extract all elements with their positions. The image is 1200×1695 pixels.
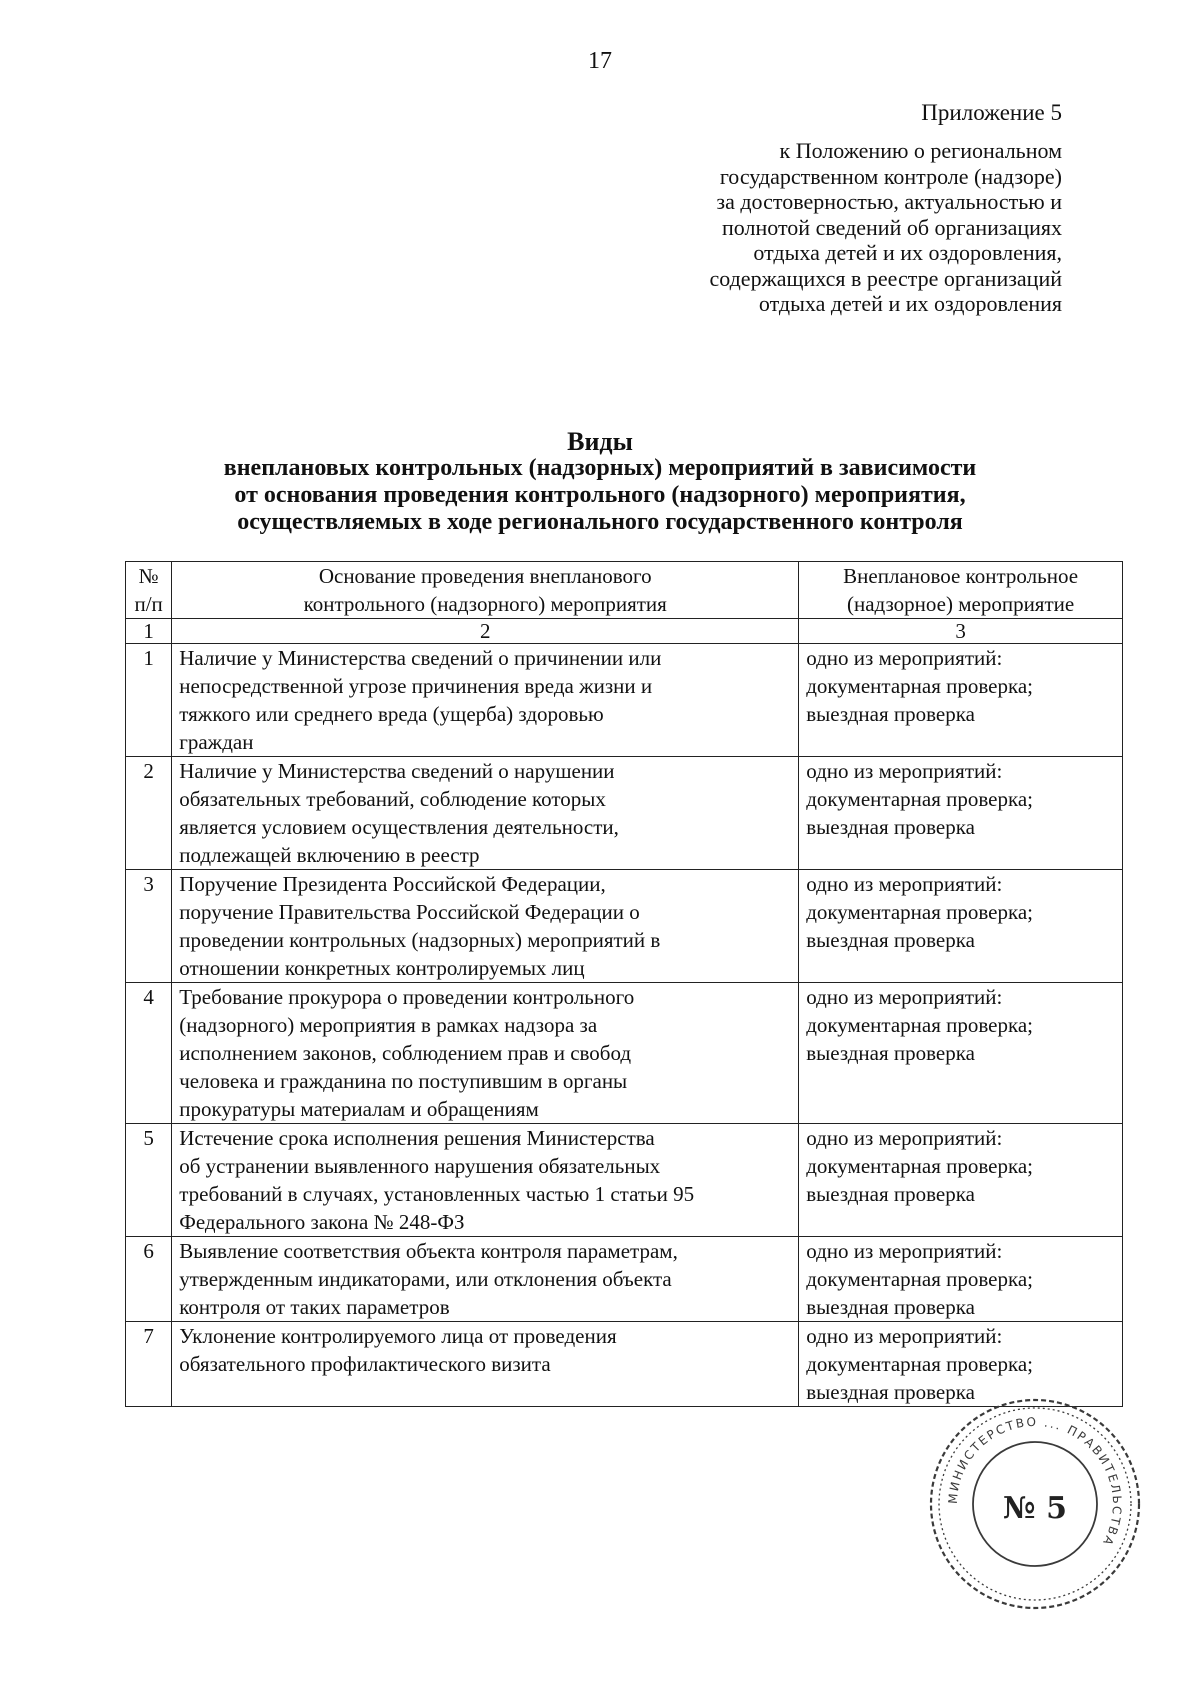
row-basis-line: граждан <box>179 730 254 754</box>
document-title-line: внеплановых контрольных (надзорных) мероприятий в зависимости <box>223 455 977 481</box>
row-basis-line: Поручение Президента Российской Федерации, <box>179 872 606 896</box>
header-basis <box>172 562 799 619</box>
row-action-line: документарная проверка; <box>806 900 1033 924</box>
row-number: 5 <box>126 1124 172 1237</box>
row-basis-line: исполнением законов, соблюдением прав и свобод <box>179 1041 632 1065</box>
table-row <box>126 1124 1123 1237</box>
appendix-reference-line: отдыха детей и их оздоровления <box>758 291 1062 316</box>
row-action-line: одно из мероприятий: <box>806 1126 1003 1150</box>
header-number <box>126 562 172 619</box>
appendix-reference <box>542 138 1062 317</box>
table-row <box>126 983 1123 1124</box>
table-header-row <box>126 562 1123 619</box>
measures-table <box>125 561 1123 1407</box>
appendix-label: Приложение 5 <box>921 100 1062 125</box>
row-basis-line: непосредственной угрозе причинения вреда жизни и <box>179 674 653 698</box>
row-action-line: одно из мероприятий: <box>806 1239 1003 1263</box>
appendix-reference-line: полнотой сведений об организациях <box>722 214 1062 240</box>
row-action-line: документарная проверка; <box>806 1267 1033 1291</box>
row-basis-line: Уклонение контролируемого лица от проведения <box>179 1324 617 1348</box>
row-basis-line: отношении конкретных контролируемых лиц <box>179 956 585 980</box>
appendix-reference-line: к Положению о региональном <box>779 138 1062 163</box>
row-basis <box>172 1237 799 1322</box>
row-basis-line: требований в случаях, установленных частью 1 статьи 95 <box>179 1182 695 1206</box>
row-basis-line: поручение Правительства Российской Федерации о <box>179 900 640 924</box>
row-action <box>799 870 1123 983</box>
row-action <box>799 757 1123 870</box>
row-action-line: документарная проверка; <box>806 1352 1033 1376</box>
table-row <box>126 870 1123 983</box>
appendix-reference-line: содержащихся в реестре организаций <box>709 265 1062 291</box>
row-basis <box>172 870 799 983</box>
row-basis <box>172 644 799 757</box>
row-number: 1 <box>126 644 172 757</box>
row-basis-line: об устранении выявленного нарушения обязательных <box>179 1154 661 1178</box>
row-number: 6 <box>126 1237 172 1322</box>
row-action-line: одно из мероприятий: <box>806 985 1003 1009</box>
column-numbers-row <box>126 619 1123 644</box>
column-number: 3 <box>799 619 1123 644</box>
column-number: 1 <box>126 619 172 644</box>
row-basis-line: обязательного профилактического визита <box>179 1352 551 1376</box>
document-title-line: от основания проведения контрольного (надзорного) мероприятия, <box>234 482 966 508</box>
appendix-reference-line: государственном контроле (надзоре) <box>719 163 1062 189</box>
row-basis-line: обязательных требований, соблюдение которых <box>179 787 606 811</box>
header-action-line: Внеплановое контрольное <box>843 564 1079 588</box>
row-action-line: выездная проверка <box>806 928 975 952</box>
row-action-line: документарная проверка; <box>806 1154 1033 1178</box>
row-action-line: выездная проверка <box>806 815 975 839</box>
row-action-line: одно из мероприятий: <box>806 872 1003 896</box>
row-action-line: одно из мероприятий: <box>806 759 1003 783</box>
row-basis <box>172 1124 799 1237</box>
row-basis-line: Наличие у Министерства сведений о причинении или <box>179 646 662 670</box>
stamp-ring-text: МИНИСТЕРСТВО ... ПРАВИТЕЛЬСТВА <box>945 1414 1125 1550</box>
page-number: 17 <box>588 48 612 74</box>
row-action <box>799 983 1123 1124</box>
row-action <box>799 644 1123 757</box>
row-action-line: выездная проверка <box>806 1380 975 1404</box>
row-number: 3 <box>126 870 172 983</box>
row-basis-line: Требование прокурора о проведении контрольного <box>179 985 635 1009</box>
table-row <box>126 1237 1123 1322</box>
row-basis-line: прокуратуры материалам и обращениям <box>179 1097 539 1121</box>
row-basis <box>172 757 799 870</box>
row-number: 4 <box>126 983 172 1124</box>
header-basis-line: контрольного (надзорного) мероприятия <box>303 592 667 616</box>
row-number: 7 <box>126 1322 172 1407</box>
row-basis <box>172 1322 799 1407</box>
row-action-line: выездная проверка <box>806 702 975 726</box>
table-row <box>126 644 1123 757</box>
row-basis-line: утвержденным индикаторами, или отклонения объекта <box>179 1267 672 1291</box>
row-action-line: одно из мероприятий: <box>806 646 1003 670</box>
row-action <box>799 1124 1123 1237</box>
row-basis-line: проведении контрольных (надзорных) мероприятий в <box>179 928 661 952</box>
document-title-line: Виды <box>567 427 633 456</box>
header-basis-line: Основание проведения внепланового <box>318 564 652 588</box>
row-action-line: выездная проверка <box>806 1295 975 1319</box>
column-number: 2 <box>172 619 799 644</box>
official-stamp <box>925 1392 1145 1617</box>
header-action <box>799 562 1123 619</box>
row-action-line: одно из мероприятий: <box>806 1324 1003 1348</box>
table-body <box>126 644 1123 1407</box>
row-basis-line: подлежащей включению в реестр <box>179 843 480 867</box>
header-number-line: п/п <box>134 592 163 616</box>
row-basis-line: Истечение срока исполнения решения Министерства <box>179 1126 655 1150</box>
row-action-line: выездная проверка <box>806 1041 975 1065</box>
document-title-line: осуществляемых в ходе регионального государственного контроля <box>237 509 963 535</box>
row-basis-line: Выявление соответствия объекта контроля параметрам, <box>179 1239 678 1263</box>
document-title <box>0 428 1200 536</box>
row-action-line: выездная проверка <box>806 1182 975 1206</box>
header-action-line: (надзорное) мероприятие <box>847 592 1075 616</box>
stamp-number: № 5 <box>1003 1491 1067 1526</box>
row-basis-line: Наличие у Министерства сведений о нарушении <box>179 759 615 783</box>
row-action-line: документарная проверка; <box>806 674 1033 698</box>
row-basis-line: Федерального закона № 248-ФЗ <box>179 1210 465 1234</box>
header-number-line: № <box>138 564 159 588</box>
row-action-line: документарная проверка; <box>806 1013 1033 1037</box>
row-basis-line: является условием осуществления деятельности, <box>179 815 619 839</box>
appendix-reference-line: отдыха детей и их оздоровления, <box>753 240 1062 265</box>
appendix-reference-line: за достоверностью, актуальностью и <box>716 189 1062 214</box>
row-basis-line: (надзорного) мероприятия в рамках надзора за <box>179 1013 598 1037</box>
row-basis-line: контроля от таких параметров <box>179 1295 450 1319</box>
row-basis-line: человека и гражданина по поступившим в органы <box>179 1069 628 1093</box>
row-basis-line: тяжкого или среднего вреда (ущерба) здоровью <box>179 702 604 726</box>
row-action <box>799 1237 1123 1322</box>
row-number: 2 <box>126 757 172 870</box>
row-action-line: документарная проверка; <box>806 787 1033 811</box>
table-row <box>126 757 1123 870</box>
row-basis <box>172 983 799 1124</box>
